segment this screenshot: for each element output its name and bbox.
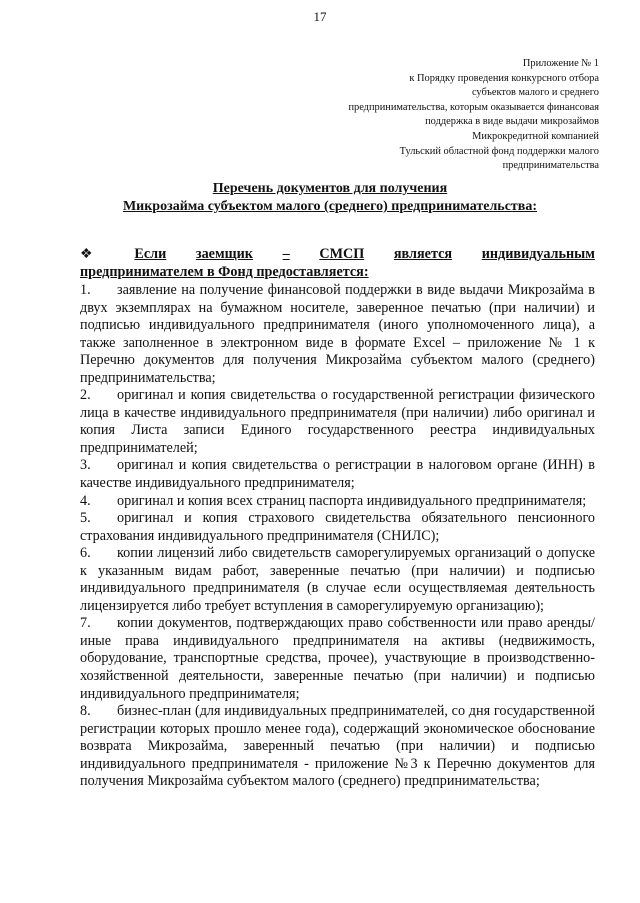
heading-word: заемщик (195, 246, 253, 262)
diamond-bullet-icon: ❖ (80, 246, 93, 262)
list-item-text: оригинал и копия всех страниц паспорта индивидуального предпринимателя; (117, 492, 587, 509)
appendix-line: Микрокредитной компанией (472, 130, 599, 142)
list-item-number: 4. (80, 492, 91, 509)
document-title-line: Микрозайма субъектом малого (среднего) предпринимательства: (122, 199, 538, 214)
heading-word: индивидуальным (481, 246, 595, 262)
list-item-text: оригинал и копия свидетельства о регистрации в налоговом органе (ИНН) в качестве индивидуального предпринимателя; (80, 457, 595, 492)
list-item (80, 615, 595, 703)
list-item-text: копии лицензий либо свидетельств саморегулируемых организаций о допуске к указанным видам работ, заверенные печатью (при наличии) и подписью индивидуального предпринимателя (в случае если осуществляемая деятельность лицензируется либо требует вступления в саморегулируемую организацию); (80, 545, 595, 614)
appendix-line: Приложение № 1 (522, 58, 599, 69)
page-number: 17 (313, 9, 327, 24)
list-item-text: оригинал и копия свидетельства о государственной регистрации физического лица в качестве индивидуального предпринимателя (при наличии) либо оригинал и копия Листа записи Единого государственного реестра индивидуальных предпринимателей; (80, 387, 595, 456)
list-item-text: оригинал и копия страхового свидетельства обязательного пенсионного страхования индивидуального предпринимателя (СНИЛС); (80, 510, 595, 544)
list-item-text: заявление на получение финансовой поддержки в виде выдачи Микрозайма в двух экземплярах на бумажном носителе, заверенное печатью (при наличии) и подписью индивидуального предпринимателя (иного уполномоченного лица), а также заполненное в электронном виде в формате Excel – приложение № 1 к Перечню документов для получения Микрозайма субъектом малого (среднего) предпринимательства; (80, 282, 595, 386)
list-item-number: 5. (80, 510, 91, 527)
list-item-text: бизнес-план (для индивидуальных предпринимателей, со дня государственной регистрации которых прошло менее года), содержащий экономическое обоснование возврата Микрозайма, заверенный печатью (при наличии) и подписью индивидуального предпринимателя - приложение №3 к Перечню документов для получения Микрозайма субъектом малого (среднего) предпринимательства; (80, 703, 595, 790)
list-item-number: 6. (80, 545, 91, 562)
appendix-block (299, 57, 599, 174)
section-heading (80, 245, 595, 281)
appendix-line: к Порядку проведения конкурсного отбора (409, 72, 599, 84)
list-item (80, 457, 595, 492)
heading-word: – (282, 246, 290, 262)
appendix-line: субъектов малого и среднего (471, 87, 599, 99)
list-item-number: 1. (80, 282, 91, 298)
list-item-text: копии документов, подтверждающих право собственности или право аренды/иные права индивидуального предпринимателя на активы (недвижимость, оборудование, транспортные средства, прочее), участвующие в производственно-хозяйственной деятельности, заверенные печатью (при наличии) и подписью индивидуального предпринимателя; (80, 615, 595, 702)
list-item-number: 3. (80, 457, 91, 474)
list-item (80, 493, 595, 511)
section-heading-line: предпринимателем в Фонд предоставляется: (80, 264, 369, 280)
list-item-number: 2. (80, 387, 91, 404)
heading-word: является (393, 246, 453, 262)
list-item-number: 8. (80, 703, 91, 720)
appendix-line: Тульский областной фонд поддержки малого (399, 145, 599, 157)
document-list (80, 282, 595, 791)
document-title-line: Перечень документов для получения (212, 181, 448, 196)
list-item (80, 387, 595, 457)
list-item (80, 703, 595, 791)
section-heading-line (80, 245, 595, 263)
heading-word: СМСП (319, 246, 365, 262)
list-item (80, 510, 595, 545)
appendix-line: предпринимательства, которым оказывается финансовая (348, 101, 599, 113)
appendix-line: поддержка в виде выдачи микрозаймов (425, 116, 599, 128)
heading-word: Если (134, 246, 167, 262)
appendix-line: предпринимательства (502, 160, 599, 172)
list-item (80, 545, 595, 615)
list-item (80, 282, 595, 387)
document-title (80, 180, 580, 216)
list-item-number: 7. (80, 615, 91, 632)
